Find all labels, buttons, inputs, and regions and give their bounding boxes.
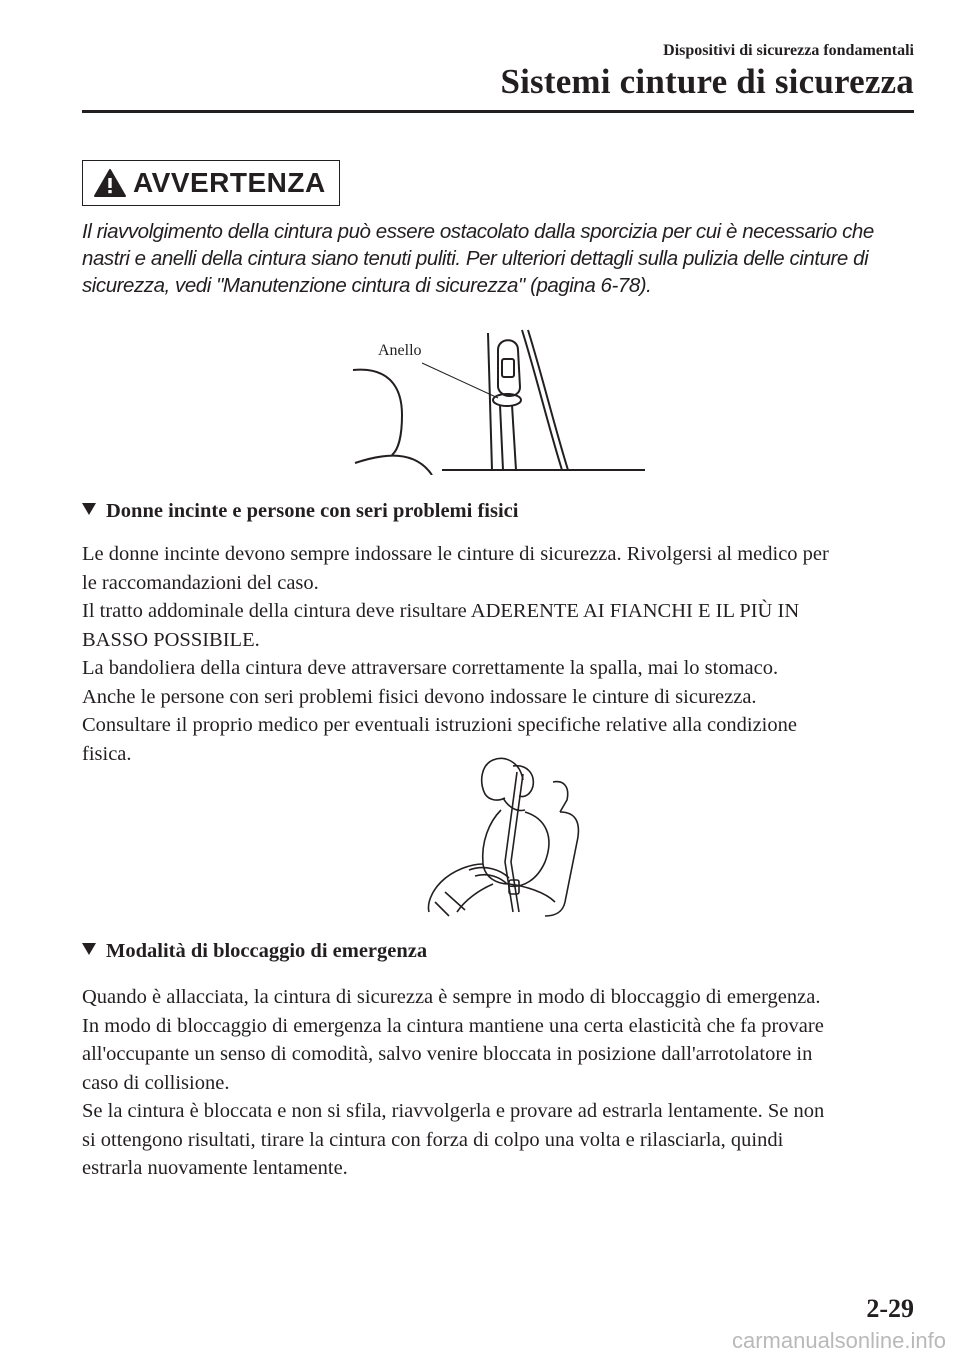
header-divider	[82, 110, 914, 113]
body-line: caso di collisione.	[82, 1071, 230, 1094]
warning-line: sicurezza, vedi "Manutenzione cintura di sicurezza" (pagina 6-78).	[82, 274, 652, 297]
body-line: Il tratto addominale della cintura deve risultare ADERENTE AI FIANCHI E IL PIÙ IN	[82, 600, 800, 622]
warning-line: nastri e anelli della cintura siano tenuti puliti. Per ulteriori dettagli sulla pulizia delle cinture di	[82, 247, 869, 270]
body-line: le raccomandazioni del caso.	[82, 571, 319, 594]
body-line: La bandoliera della cintura deve attraversare correttamente la spalla, mai lo stomaco.	[82, 657, 779, 679]
warning-text	[82, 218, 922, 299]
page-number: 2-29	[866, 1294, 914, 1323]
body-line: si ottengono risultati, tirare la cintura con forza di colpo una volta e rilasciarla, quindi	[82, 1128, 784, 1151]
watermark: carmanualsonline.info	[731, 1328, 946, 1353]
page-title: Sistemi cinture di sicurezza	[500, 62, 914, 101]
body-line: Se la cintura è bloccata e non si sfila, riavvolgerla e provare ad estrarla lentamente. Se non	[82, 1100, 825, 1122]
section-heading-text: Modalità di bloccaggio di emergenza	[106, 940, 428, 962]
body-line: all'occupante un senso di comodità, salvo venire bloccata in posizione dall'arrotolatore in	[82, 1043, 813, 1065]
pregnant-woman-seatbelt-illustration	[405, 752, 590, 920]
body-line: Le donne incinte devono sempre indossare le cinture di sicurezza. Rivolgersi al medico per	[82, 543, 829, 565]
section-body-emergency-lock	[82, 983, 922, 1183]
body-line: BASSO POSSIBILE.	[82, 628, 260, 651]
warning-label: AVVERTENZA	[133, 167, 326, 198]
body-line: estrarla nuovamente lentamente.	[82, 1157, 348, 1179]
section-marker-icon	[82, 943, 96, 955]
body-line: fisica.	[82, 742, 132, 765]
body-line: Anche le persone con seri problemi fisici devono indossare le cinture di sicurezza.	[82, 685, 757, 708]
section-heading-emergency-lock	[82, 940, 427, 963]
section-heading-text: Donne incinte e persone con seri problemi fisici	[106, 500, 519, 522]
section-heading-pregnant	[82, 500, 518, 523]
warning-triangle-icon	[93, 168, 127, 198]
body-line: In modo di bloccaggio di emergenza la cintura mantiene una certa elasticità che fa provare	[82, 1014, 824, 1037]
warning-line: Il riavvolgimento della cintura può essere ostacolato dalla sporcizia per cui è necessario che	[82, 220, 874, 243]
warning-box	[82, 160, 340, 206]
ring-callout-label: Anello	[378, 342, 422, 359]
body-line: Quando è allacciata, la cintura di sicurezza è sempre in modo di bloccaggio di emergenza.	[82, 986, 821, 1008]
section-marker-icon	[82, 503, 96, 515]
header-section: Dispositivi di sicurezza fondamentali	[663, 42, 914, 59]
section-body-pregnant	[82, 540, 922, 768]
body-line: Consultare il proprio medico per eventuali istruzioni specifiche relative alla condizione	[82, 714, 797, 736]
